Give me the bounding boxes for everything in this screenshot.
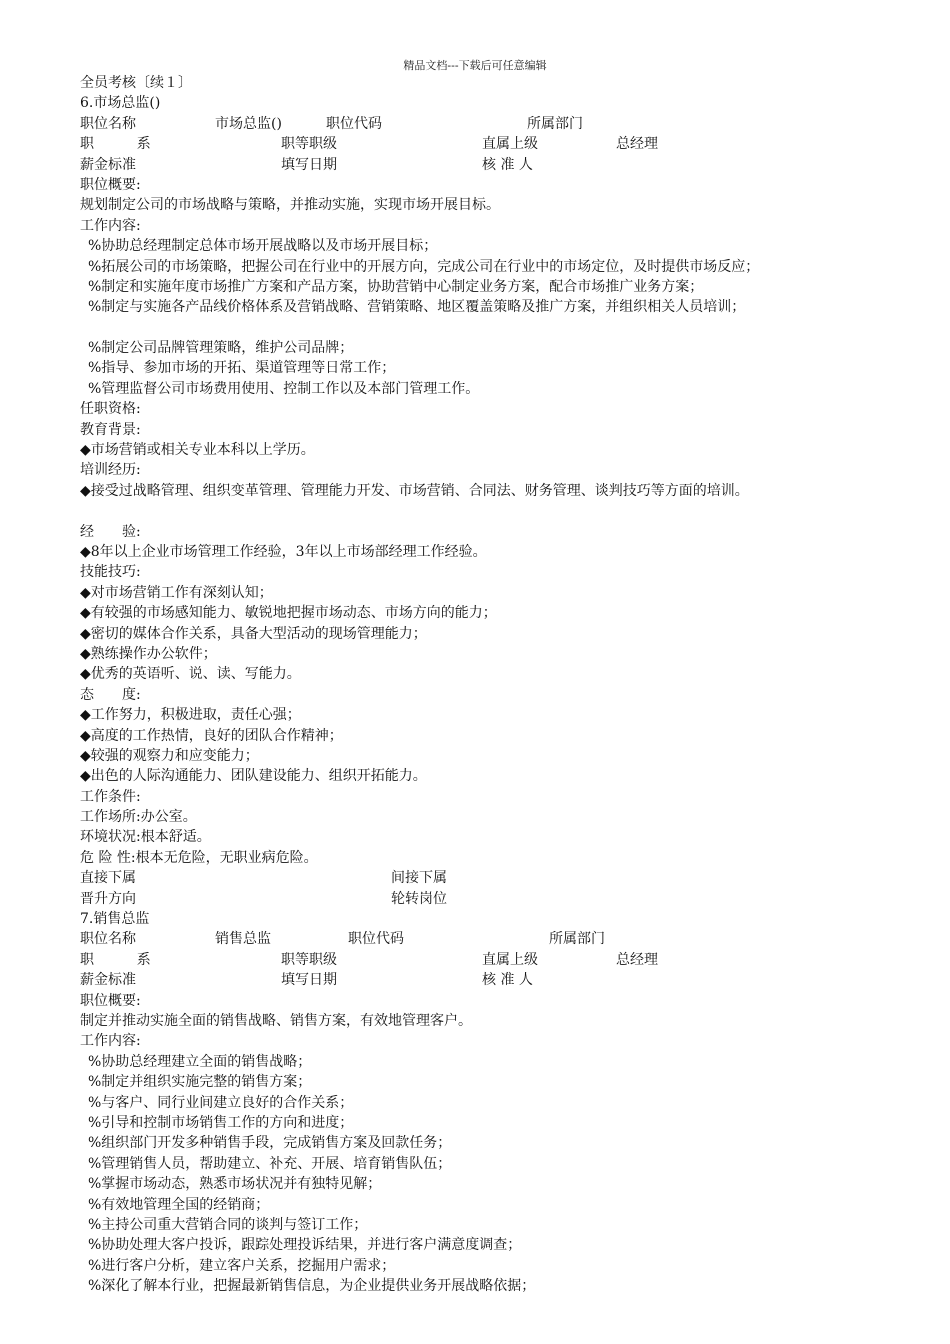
duty-item: %深化了解本行业，把握最新销售信息，为企业提供业务开展战略依据； xyxy=(88,1278,536,1295)
label-grade: 职等职级 xyxy=(281,951,337,968)
label-fill-date: 填写日期 xyxy=(281,156,337,173)
info-row-1 xyxy=(80,114,880,134)
condition-item: 环境状况:根本舒适。 xyxy=(80,829,211,846)
duty-item: %协助处理大客户投诉，跟踪处理投诉结果，并进行客户满意度调查； xyxy=(88,1237,522,1254)
conditions-label: 工作条件: xyxy=(80,788,141,805)
condition-item: 危 险 性:根本无危险，无职业病危险。 xyxy=(80,849,318,866)
education-label: 教育背景: xyxy=(80,421,141,438)
duties-label: 工作内容: xyxy=(80,1033,141,1050)
overview-label: 职位概要: xyxy=(80,176,141,193)
info-row-2 xyxy=(80,134,880,154)
label-position-code: 职位代码 xyxy=(348,931,404,948)
doc-title: 全员考核〔续１〕 xyxy=(80,75,192,91)
info-row-2 xyxy=(80,950,880,970)
duty-item: %协助总经理制定总体市场开展战略以及市场开展目标； xyxy=(88,238,438,255)
label-position-code: 职位代码 xyxy=(326,115,382,132)
training-item: ◆接受过战略管理、组织变革管理、管理能力开发、市场营销、合同法、财务管理、谈判技巧等方面的培训。 xyxy=(80,482,749,499)
duty-item: %主持公司重大营销合同的谈判与签订工作； xyxy=(88,1216,368,1233)
attitude-item: ◆出色的人际沟通能力、团队建设能力、组织开拓能力。 xyxy=(80,768,427,785)
skill-item: ◆对市场营销工作有深刻认知； xyxy=(80,584,273,601)
info-row-1 xyxy=(80,929,880,949)
duty-item: %制定与实施各产品线价格体系及营销战略、营销策略、地区覆盖策略及推广方案，并组织相关人员培训； xyxy=(88,299,746,316)
duty-item: %管理销售人员，帮助建立、补充、开展、培育销售队伍； xyxy=(88,1155,452,1172)
label-direct-reports: 直接下属 xyxy=(80,870,136,887)
skill-item: ◆有较强的市场感知能力、敏锐地把握市场动态、市场方向的能力； xyxy=(80,605,497,622)
training-label: 培训经历: xyxy=(80,462,141,479)
footer-row-2 xyxy=(80,889,880,909)
duty-item: %组织部门开发多种销售手段，完成销售方案及回款任务； xyxy=(88,1135,452,1152)
qualification-label: 任职资格: xyxy=(80,401,141,418)
label-salary: 薪金标准 xyxy=(80,156,136,173)
skills-label: 技能技巧: xyxy=(80,564,141,581)
document-body xyxy=(80,73,880,1296)
duty-item: %拓展公司的市场策略，把握公司在行业中的开展方向，完成公司在行业中的市场定位，及时提供市场反应； xyxy=(88,258,760,275)
section-heading-market: 6.市场总监() xyxy=(80,95,161,112)
label-fill-date: 填写日期 xyxy=(281,972,337,989)
duty-item: %制定并组织实施完整的销售方案； xyxy=(88,1074,312,1091)
label-department: 所属部门 xyxy=(549,931,605,948)
label-indirect-reports: 间接下属 xyxy=(391,870,447,887)
label-promotion: 晋升方向 xyxy=(80,890,136,907)
duties-label: 工作内容: xyxy=(80,217,141,234)
attitude-label: 态 度: xyxy=(80,686,141,703)
label-salary: 薪金标准 xyxy=(80,972,136,989)
duty-item: %进行客户分析，建立客户关系，挖掘用户需求； xyxy=(88,1257,396,1274)
condition-item: 工作场所:办公室。 xyxy=(80,809,197,826)
label-supervisor: 直属上级 xyxy=(482,951,538,968)
blank-line xyxy=(80,501,880,521)
skill-item: ◆密切的媒体合作关系，具备大型活动的现场管理能力； xyxy=(80,625,427,642)
attitude-item: ◆高度的工作热情，良好的团队合作精神； xyxy=(80,727,343,744)
overview-text: 规划制定公司的市场战略与策略，并推动实施，实现市场开展目标。 xyxy=(80,197,500,214)
info-row-3 xyxy=(80,970,880,990)
section-heading-sales: 7.销售总监 xyxy=(80,911,150,928)
label-approver: 核 准 人 xyxy=(482,156,533,173)
label-department: 所属部门 xyxy=(527,115,583,132)
duty-item: %引导和控制市场销售工作的方向和进度； xyxy=(88,1114,354,1131)
label-position-name: 职位名称 xyxy=(80,115,136,132)
duty-item: %指导、参加市场的开拓、渠道管理等日常工作； xyxy=(88,360,396,377)
attitude-item: ◆工作努力，积极进取，责任心强； xyxy=(80,707,301,724)
duty-item: %制定公司品牌管理策略，维护公司品牌； xyxy=(88,340,354,357)
blank-line xyxy=(80,318,880,338)
education-item: ◆市场营销或相关专业本科以上学历。 xyxy=(80,442,315,459)
footer-row-1 xyxy=(80,868,880,888)
overview-text: 制定并推动实施全面的销售战略、销售方案，有效地管理客户。 xyxy=(80,1012,472,1029)
attitude-item: ◆较强的观察力和应变能力； xyxy=(80,747,259,764)
label-rotation: 轮转岗位 xyxy=(391,890,447,907)
label-job-family: 职 系 xyxy=(80,136,156,153)
label-position-name: 职位名称 xyxy=(80,931,136,948)
label-approver: 核 准 人 xyxy=(482,972,533,989)
experience-label: 经 验: xyxy=(80,523,141,540)
skill-item: ◆熟练操作办公软件； xyxy=(80,645,217,662)
value-position-name: 市场总监() xyxy=(215,115,282,132)
skill-item: ◆优秀的英语听、说、读、写能力。 xyxy=(80,666,301,683)
label-grade: 职等职级 xyxy=(281,136,337,153)
experience-item: ◆8年以上企业市场管理工作经验，3年以上市场部经理工作经验。 xyxy=(80,544,487,560)
label-job-family: 职 系 xyxy=(80,951,156,968)
duty-item: %协助总经理建立全面的销售战略； xyxy=(88,1053,312,1070)
info-row-3 xyxy=(80,155,880,175)
page-header: 精品文档---下载后可任意编辑 xyxy=(403,59,547,72)
duty-item: %有效地管理全国的经销商； xyxy=(88,1196,270,1213)
duty-item: %与客户、同行业间建立良好的合作关系； xyxy=(88,1094,354,1111)
duty-item: %制定和实施年度市场推广方案和产品方案，协助营销中心制定业务方案，配合市场推广业务方案； xyxy=(88,278,704,295)
duty-item: %管理监督公司市场费用使用、控制工作以及本部门管理工作。 xyxy=(88,380,480,397)
value-supervisor: 总经理 xyxy=(616,951,658,968)
overview-label: 职位概要: xyxy=(80,992,141,1009)
value-position-name: 销售总监 xyxy=(215,931,271,948)
duty-item: %掌握市场动态，熟悉市场状况并有独特见解； xyxy=(88,1176,382,1193)
value-supervisor: 总经理 xyxy=(616,136,658,153)
label-supervisor: 直属上级 xyxy=(482,136,538,153)
